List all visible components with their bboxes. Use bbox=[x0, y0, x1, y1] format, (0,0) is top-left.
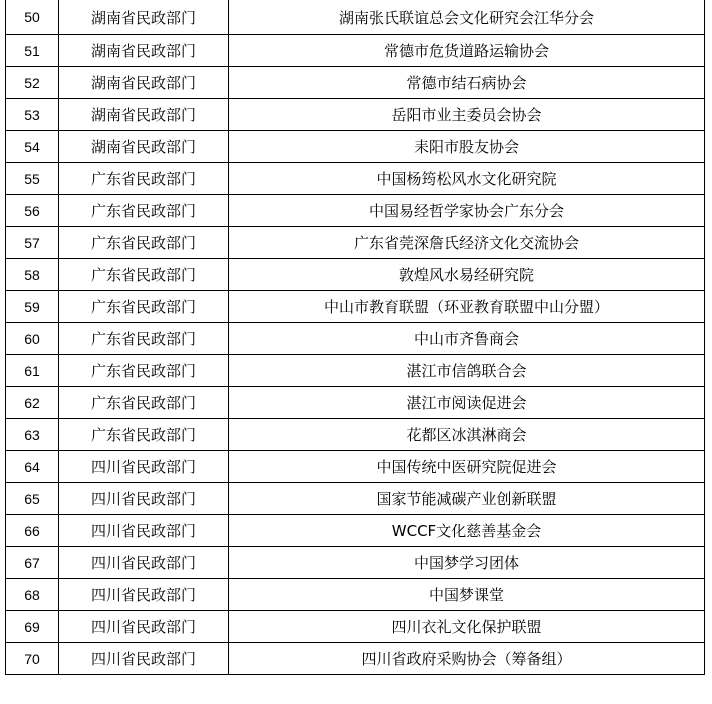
row-number: 54 bbox=[6, 131, 59, 163]
table-row bbox=[6, 515, 705, 547]
registration-authority: 湖南省民政部门 bbox=[59, 0, 229, 35]
row-number: 68 bbox=[6, 579, 59, 611]
row-number: 70 bbox=[6, 643, 59, 675]
row-number: 56 bbox=[6, 195, 59, 227]
registration-authority: 广东省民政部门 bbox=[59, 355, 229, 387]
table-row bbox=[6, 0, 705, 35]
table-row bbox=[6, 547, 705, 579]
organization-name: 常德市结石病协会 bbox=[229, 67, 705, 99]
organization-name: 岳阳市业主委员会协会 bbox=[229, 99, 705, 131]
table-body bbox=[6, 0, 705, 675]
row-number: 66 bbox=[6, 515, 59, 547]
organization-name: 广东省莞深詹氏经济文化交流协会 bbox=[229, 227, 705, 259]
row-number: 59 bbox=[6, 291, 59, 323]
organization-name: 耒阳市股友协会 bbox=[229, 131, 705, 163]
row-number: 69 bbox=[6, 611, 59, 643]
table-row bbox=[6, 35, 705, 67]
table-row bbox=[6, 131, 705, 163]
table-row bbox=[6, 483, 705, 515]
registration-authority: 湖南省民政部门 bbox=[59, 99, 229, 131]
registration-authority: 广东省民政部门 bbox=[59, 259, 229, 291]
registration-authority: 四川省民政部门 bbox=[59, 451, 229, 483]
table-row bbox=[6, 643, 705, 675]
table-row bbox=[6, 67, 705, 99]
organization-name: 中国梦学习团体 bbox=[229, 547, 705, 579]
organization-name: 中国梦课堂 bbox=[229, 579, 705, 611]
registration-authority: 四川省民政部门 bbox=[59, 579, 229, 611]
registration-authority: 四川省民政部门 bbox=[59, 611, 229, 643]
organization-name: WCCF文化慈善基金会 bbox=[229, 515, 705, 547]
row-number: 57 bbox=[6, 227, 59, 259]
table-row bbox=[6, 419, 705, 451]
table-row bbox=[6, 227, 705, 259]
organization-name: 中国传统中医研究院促进会 bbox=[229, 451, 705, 483]
table-row bbox=[6, 291, 705, 323]
organization-name: 湖南张氏联谊总会文化研究会江华分会 bbox=[229, 0, 705, 35]
table-row bbox=[6, 387, 705, 419]
table-row bbox=[6, 611, 705, 643]
row-number: 61 bbox=[6, 355, 59, 387]
table-row bbox=[6, 579, 705, 611]
organization-name: 四川衣礼文化保护联盟 bbox=[229, 611, 705, 643]
table-row bbox=[6, 355, 705, 387]
organization-name: 中山市教育联盟（环亚教育联盟中山分盟） bbox=[229, 291, 705, 323]
table-row bbox=[6, 451, 705, 483]
organization-name: 湛江市信鸽联合会 bbox=[229, 355, 705, 387]
row-number: 62 bbox=[6, 387, 59, 419]
row-number: 67 bbox=[6, 547, 59, 579]
organization-name: 敦煌风水易经研究院 bbox=[229, 259, 705, 291]
row-number: 51 bbox=[6, 35, 59, 67]
row-number: 58 bbox=[6, 259, 59, 291]
organization-name: 中国杨筠松风水文化研究院 bbox=[229, 163, 705, 195]
registration-authority: 广东省民政部门 bbox=[59, 195, 229, 227]
row-number: 50 bbox=[6, 0, 59, 35]
registration-authority: 广东省民政部门 bbox=[59, 323, 229, 355]
registration-authority: 广东省民政部门 bbox=[59, 419, 229, 451]
registration-authority: 广东省民政部门 bbox=[59, 291, 229, 323]
organization-name: 中山市齐鲁商会 bbox=[229, 323, 705, 355]
registration-authority: 湖南省民政部门 bbox=[59, 67, 229, 99]
table-row bbox=[6, 259, 705, 291]
row-number: 60 bbox=[6, 323, 59, 355]
registration-authority: 湖南省民政部门 bbox=[59, 131, 229, 163]
row-number: 65 bbox=[6, 483, 59, 515]
table-row bbox=[6, 163, 705, 195]
registration-authority: 四川省民政部门 bbox=[59, 483, 229, 515]
row-number: 63 bbox=[6, 419, 59, 451]
table-row bbox=[6, 195, 705, 227]
registration-authority: 广东省民政部门 bbox=[59, 163, 229, 195]
row-number: 64 bbox=[6, 451, 59, 483]
registration-authority: 湖南省民政部门 bbox=[59, 35, 229, 67]
registration-authority: 四川省民政部门 bbox=[59, 515, 229, 547]
organization-name: 中国易经哲学家协会广东分会 bbox=[229, 195, 705, 227]
row-number: 53 bbox=[6, 99, 59, 131]
organization-table bbox=[5, 0, 705, 675]
row-number: 52 bbox=[6, 67, 59, 99]
registration-authority: 四川省民政部门 bbox=[59, 547, 229, 579]
organization-name: 湛江市阅读促进会 bbox=[229, 387, 705, 419]
organization-name: 国家节能减碳产业创新联盟 bbox=[229, 483, 705, 515]
registration-authority: 广东省民政部门 bbox=[59, 387, 229, 419]
row-number: 55 bbox=[6, 163, 59, 195]
table-row bbox=[6, 323, 705, 355]
organization-name: 花都区冰淇淋商会 bbox=[229, 419, 705, 451]
organization-name: 常德市危货道路运输协会 bbox=[229, 35, 705, 67]
registration-authority: 四川省民政部门 bbox=[59, 643, 229, 675]
table-row bbox=[6, 99, 705, 131]
organization-name: 四川省政府采购协会（筹备组） bbox=[229, 643, 705, 675]
registration-authority: 广东省民政部门 bbox=[59, 227, 229, 259]
